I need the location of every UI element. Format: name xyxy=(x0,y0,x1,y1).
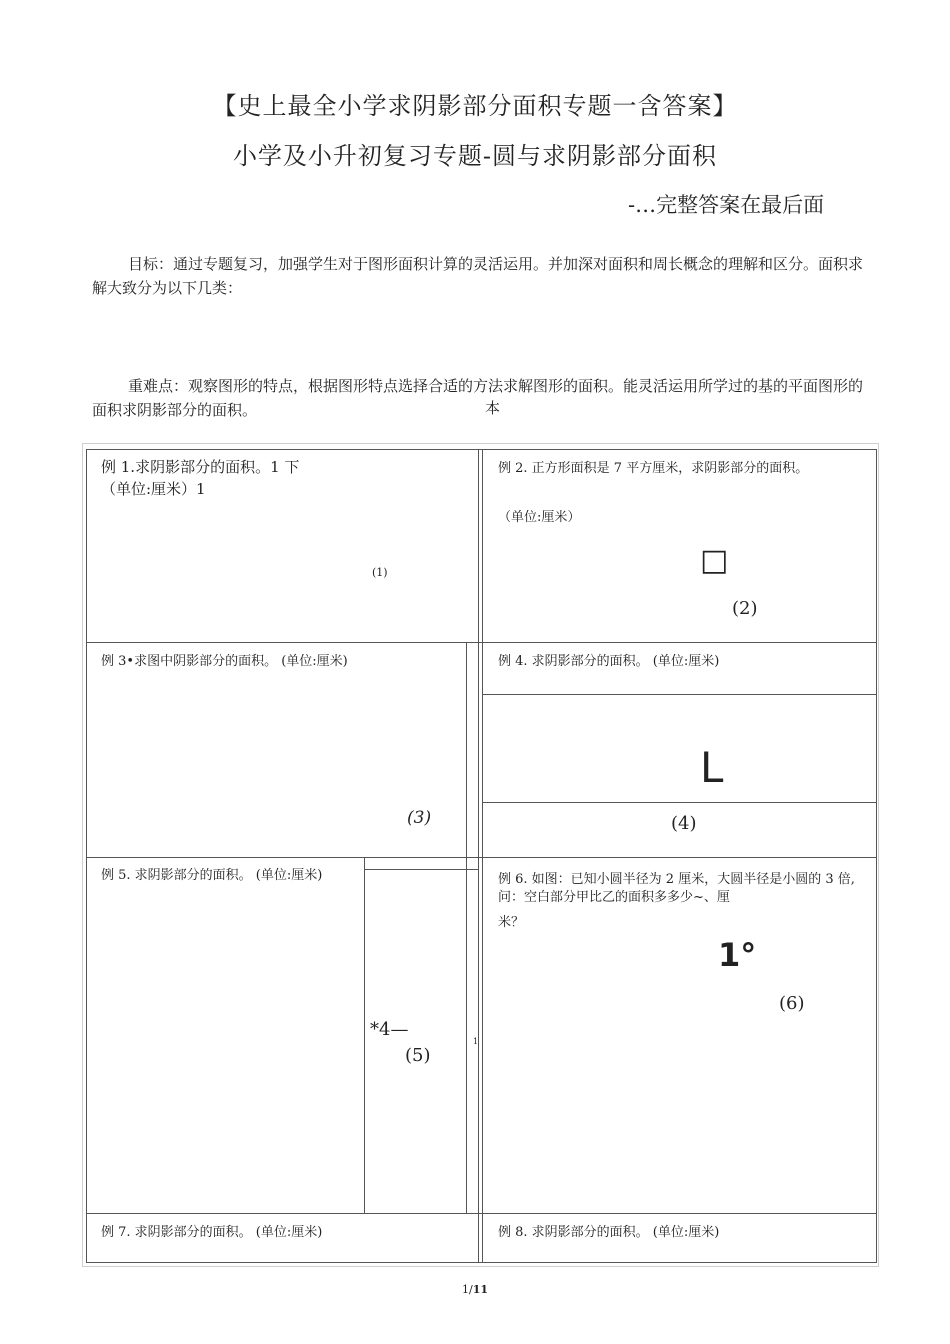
grid-line-right xyxy=(876,449,877,1263)
grid-line-bottom xyxy=(86,1262,876,1263)
page-current: 1 xyxy=(461,1283,469,1296)
ex3-figure-label: (3) xyxy=(407,808,432,828)
ex2-figure-label: (2) xyxy=(732,598,758,619)
ex8-text: 例 8. 求阴影部分的面积。 (单位:厘米) xyxy=(498,1225,720,1240)
ex2-text: 例 2. 正方形面积是 7 平方厘米，求阴影部分的面积。 xyxy=(498,461,809,476)
grid-line-row3 xyxy=(86,1213,876,1214)
ex5-figure-label: (5) xyxy=(405,1045,431,1066)
ex2-unit: （单位:厘米） xyxy=(498,510,581,525)
difficulty-paragraph: 重难点：观察图形的特点，根据图形特点选择合适的方法求解图形的面积。能灵活运用所学过的基的平面图形的面积求阴影部分的面积。 xyxy=(92,377,864,419)
page-total: 11 xyxy=(472,1283,489,1296)
ex5-text: 例 5. 求阴影部分的面积。 (单位:厘米) xyxy=(101,868,323,883)
ex4-text: 例 4. 求阴影部分的面积。 (单位:厘米) xyxy=(498,654,720,669)
answer-note: -…完整答案在最后面 xyxy=(628,193,825,217)
grid-line-row2 xyxy=(86,857,876,858)
grid-line-top xyxy=(86,449,876,450)
ex2-square-glyph: □ xyxy=(700,543,729,578)
ex7-text: 例 7. 求阴影部分的面积。 (单位:厘米) xyxy=(101,1225,323,1240)
difficulty-paragraph-tail: 本 xyxy=(485,399,501,417)
document-title: 【史上最全小学求阴影部分面积专题一含答案】 xyxy=(212,92,738,120)
grid-line-left xyxy=(86,449,87,1263)
ex6-line3: 米？ xyxy=(498,915,525,930)
grid-line-row1 xyxy=(86,642,876,643)
grid-line-center-right xyxy=(482,449,483,1263)
ex6-line1: 例 6. 如图：已知小圆半径为 2 厘米，大圆半径是小圆的 3 倍, xyxy=(498,872,855,887)
ex5-inner-line-left xyxy=(364,857,365,1213)
ex4-figure-label: (4) xyxy=(671,813,697,834)
ex6-figure-glyph: 1° xyxy=(718,936,757,974)
ex5-side-mark: 1 xyxy=(473,1037,479,1046)
ex4-inner-line-bottom xyxy=(482,802,876,803)
ex6-figure-label: (6) xyxy=(779,993,805,1014)
ex4-inner-line-top xyxy=(482,694,876,695)
ex1-figure-label: (1) xyxy=(372,566,388,579)
exercise-grid xyxy=(82,443,879,1267)
ex5-inner-line-right xyxy=(466,857,467,1213)
ex3-inner-line xyxy=(466,642,467,857)
goal-paragraph: 目标：通过专题复习，加强学生对于图形面积计算的灵活运用。并加深对面积和周长概念的理解和区分。面积求解大致分为以下几类： xyxy=(92,255,864,297)
ex5-inner-line-top xyxy=(364,869,478,870)
ex4-l-glyph: L xyxy=(700,743,724,792)
ex6-line2: 问：空白部分甲比乙的面积多多少~、厘 xyxy=(498,890,730,905)
page-number: 1/11 xyxy=(461,1283,489,1296)
document-subtitle: 小学及小升初复习专题-圆与求阴影部分面积 xyxy=(232,142,718,170)
ex5-mark: *4— xyxy=(370,1019,409,1040)
ex3-text: 例 3•求图中阴影部分的面积。 (单位:厘米) xyxy=(101,654,348,669)
ex1-line1: 例 1.求阴影部分的面积。1 下 xyxy=(101,458,300,476)
ex1-line2: （单位:厘米）1 xyxy=(101,480,206,498)
grid-line-center-left xyxy=(478,449,479,1263)
